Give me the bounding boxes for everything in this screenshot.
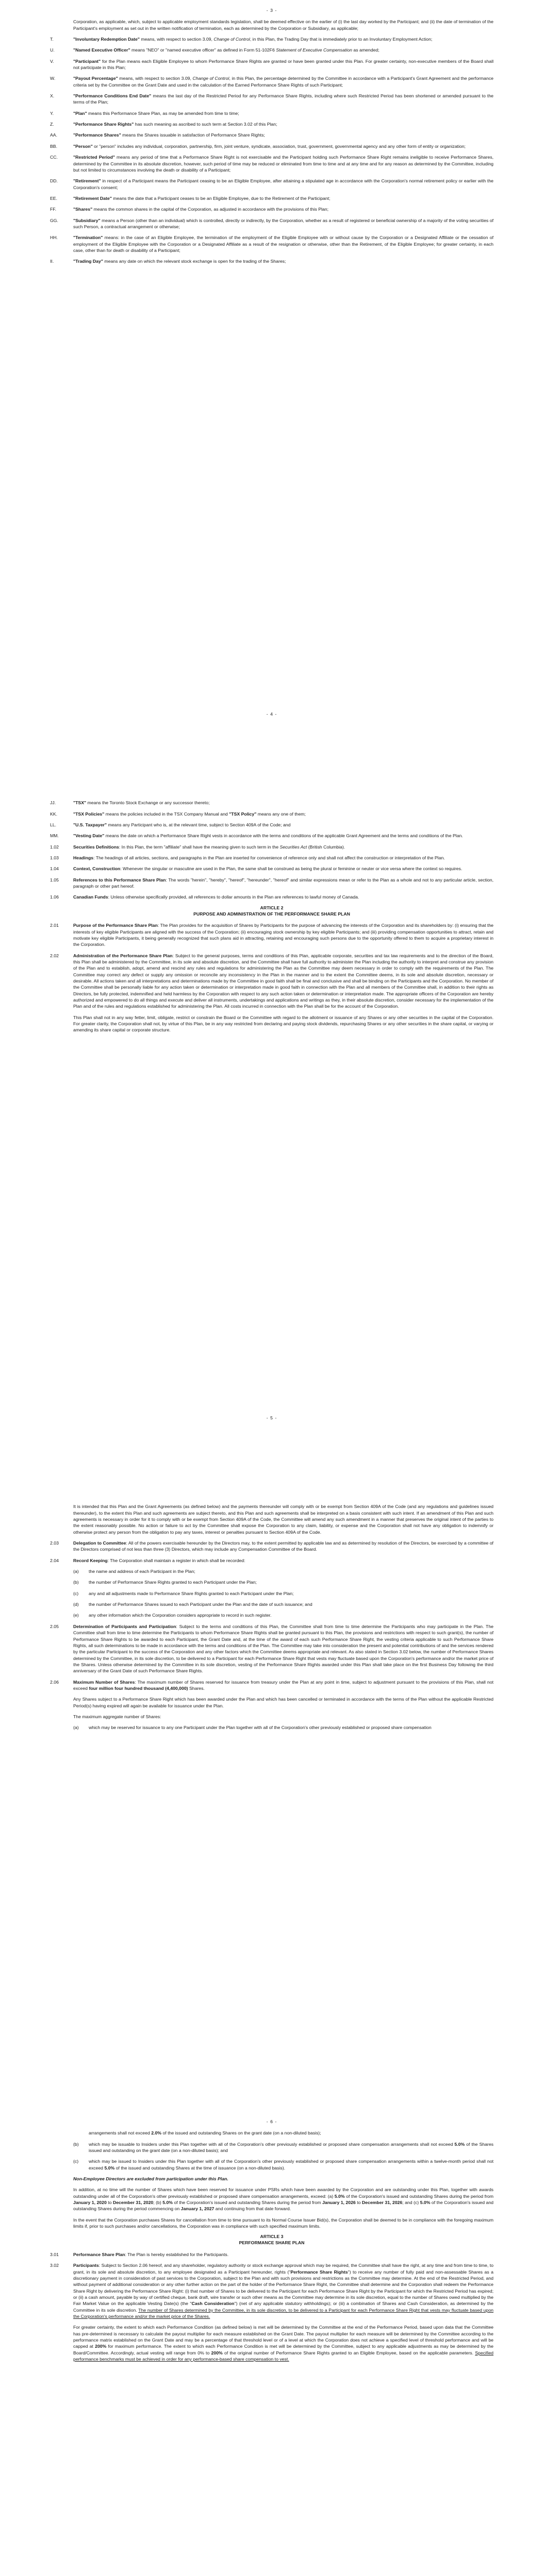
text-run: for maximum performance. The extent to which each Performance Condition is met will be determined by the Committee, subject to any applicable adjustments as may be determined by the Board/Committee. Accordingly, actual vesting will range from 0% to: [73, 2344, 493, 2355]
clause-label: W.: [50, 76, 56, 81]
defined-term: "Payout Percentage": [73, 76, 118, 81]
paragraph: [73, 2217, 493, 2230]
clause: [50, 822, 493, 828]
clause: [50, 143, 493, 149]
sub-item: [73, 2158, 493, 2171]
text-run: means: in the case of an Eligible Employee, the termination of the employment of the Eligible Employee with or without cause by the Corporation or a Designated Affiliate or the cessation of employment of the Eligible Employee with the Corporation or a Designated Affiliate as a result of the resignation or otherwise, other than the Retirement, of the Eligible Employee; for greater certainty, in each case, other than for death or disability of a Participant;: [73, 235, 493, 253]
text-run: : All of the powers exercisable hereunder by the Directors may, to the extent permitted by applicable law and as determined by resolution of the Directors, be exercised by a committee of the Directors comprised of not less than three (3) Directors, which may include any Compensation Committee of the Board.: [73, 1540, 493, 1552]
clause-text: [73, 866, 493, 872]
defined-term: "Vesting Date": [73, 833, 105, 839]
clause: [50, 217, 493, 230]
clause-text: [73, 877, 493, 890]
sub-item-text: [89, 2141, 493, 2154]
sub-item: [73, 2141, 493, 2154]
defined-term: Purpose of the Performance Share Plan: [73, 923, 158, 928]
clause-text: [73, 195, 493, 201]
clause: [50, 922, 493, 947]
clause: [50, 894, 493, 900]
text-run: or "person" includes any individual, corporation, partnership, firm, joint venture, syndicate, association, trust, government, governmental agency and any other form of entity or organization;: [92, 143, 466, 149]
text-run: means this Performance Share Plan, as may be amended from time to time;: [87, 110, 239, 116]
defined-term: Context, Construction: [73, 866, 121, 872]
document-page: [0, 2111, 544, 2576]
clause-label: CC.: [50, 155, 58, 160]
clause-label: 1.03: [50, 855, 59, 861]
clause: [50, 93, 493, 106]
sub-item-text: [89, 1601, 493, 1607]
clause: [50, 2262, 493, 2319]
clause-label: 3.01: [50, 2251, 59, 2257]
sub-item-text: [89, 1724, 493, 1731]
text-run: : Subject to Section 2.06 hereof, and any shareholder, regulatory authority or stock exchange approval which may be required, the Committee shall have the right, at any time and from time to time, to grant, in its sole and absolute discretion, to any employee designated as a Participant hereunder, rights (": [73, 2263, 493, 2275]
article-heading-line: ARTICLE 3: [260, 2234, 284, 2240]
clause-label: Y.: [50, 110, 54, 116]
text-run: which may be reserved for issuance to any one Participant under the Plan together with all of the Corporation's other previously established or proposed share compensation: [89, 1725, 432, 1731]
clause-label: AA.: [50, 132, 58, 138]
clause: [50, 234, 493, 253]
defined-term: Headings: [73, 855, 94, 861]
clause: [50, 110, 493, 116]
text-run: : Whenever the singular or masculine are used in the Plan, the same shall be construed as being the plural or feminine or neuter or vice versa where the context so requires.: [120, 866, 463, 872]
clause-label: II.: [50, 259, 54, 264]
document-page: [0, 1408, 544, 2108]
text-run: the number of Performance Share Rights granted to each Participant under the Plan;: [89, 1580, 257, 1585]
clause-text: [73, 2262, 493, 2319]
text-run: means the last day of the Restricted Period for any Performance Share Rights, including where such Restricted Period has been shortened or amended pursuant to the terms of the Plan;: [73, 93, 493, 105]
clause-text: [73, 822, 493, 828]
clause: [50, 75, 493, 88]
clause-label: 2.01: [50, 923, 59, 928]
text-run: means, with respect to section 3.09,: [118, 76, 193, 81]
clause-label: DD.: [50, 178, 58, 184]
clause-text: [73, 258, 493, 264]
paragraph: [73, 19, 493, 31]
sub-item-label: (d): [73, 1602, 79, 1607]
page-number: - 3 -: [266, 8, 277, 13]
clause: [50, 953, 493, 1010]
clause-text: [73, 922, 493, 947]
defined-term: 5.0%: [454, 2141, 465, 2147]
text-run: This Plan shall not in any way fetter, limit, obligate, restrict or constrain the Board or the Committee with regard to the allotment or issuance of any Shares or any other securities in the capital of the Corporation. For greater clarity, the Corporation shall not, by virtue of this Plan, be in any way restricted from declaring and paying stock dividends, repurchasing Shares or any other securities in the share capital, or varying or amending its share capital or corporate structure.: [73, 1014, 493, 1033]
text-run: , in this Plan, the Trading Day that is immediately prior to an Involuntary Employment Action;: [250, 37, 433, 42]
clause: [50, 866, 493, 872]
clause: [50, 1679, 493, 1692]
text-run: and continuing from that date forward.: [214, 2206, 291, 2212]
sub-item-label: (c): [73, 1590, 79, 1596]
page-spacer: [50, 1426, 493, 1503]
text-run: means the Toronto Stock Exchange or any successor thereto;: [86, 800, 210, 806]
article-heading-line: PERFORMANCE SHARE PLAN: [239, 2240, 305, 2246]
document-page: [0, 0, 544, 701]
text-run: : The maximum number of Shares reserved for issuance from treasury under the Plan at any point in time, subject to adjustment pursuant to the provisions of this Plan, shall not exceed: [73, 1679, 493, 1691]
clause-text: [73, 234, 493, 253]
clause-text: [73, 58, 493, 71]
text-run: ; and (c): [402, 2200, 420, 2206]
text-run: means the date that a Participant ceases to be an Eligible Employee, due to the Retirement of the Participant;: [111, 195, 331, 201]
clause: [50, 833, 493, 839]
sub-item: [73, 1568, 493, 1574]
paragraph: [73, 1503, 493, 1535]
text-run: For greater certainty, the extent to which each Performance Condition (as defined below) is met will be determined by the Committee at the end of the Performance Period, based upon data that the Committee has pre-determined is necessary to calculate the payout multiplier for each measure established on the Grant Date. The payout multiplier for each measure will be determined by the Committee according to the performance matrix established on the Grant Date and may be a percentage of that threshold level or of a level at which the Corporation does not achieve a specified level of threshold performance and will be capped at: [73, 2325, 493, 2349]
sub-item-text: [89, 2130, 493, 2136]
text-run: : Subject to the general purposes, terms and conditions of this Plan, applicable corporate, securities and tax law requirements and to the direction of the Board, this Plan shall be administered by the Committee, in its sole and absolute discretion, and the Committee shall have full authority to administer the Plan including the authority to interpret and construe any provision of the Plan and to establish, adopt, amend and rescind any rules and regulations for administering the Plan as the Committee may deem necessary in order to comply with the requirements of the Plan. The Committee may correct any defect or supply any omission or reconcile any inconsistency in the Plan in the manner and to the extent the Committee deems, in its sole and absolute discretion, necessary or desirable. All actions taken and all interpretations and determinations made by the Committee in good faith shall be final and conclusive and shall be binding on the Participants and the Corporation. No member of the Committee shall be personally liable for any action taken or determination or interpretation made in good faith in connection with the Plan and all members of the Committee shall, in addition to their rights as Directors, be fully protected, indemnified and held harmless by the Corporation with respect to any such action taken or determination or interpretation made. The appropriate officers of the Corporation are hereby authorized and empowered to do all things and execute and deliver all instruments, undertakings and applications and writings as they, in their absolute discretion, consider necessary for the implementation of the Plan and of the rules and regulations established for administering the Plan. All costs incurred in connection with the Plan shall be for the account of the Corporation.: [73, 953, 493, 1009]
defined-term: "U.S. Taxpayer": [73, 822, 107, 828]
defined-term: 200%: [95, 2344, 107, 2349]
clause-text: [73, 894, 493, 900]
text-run: any other information which the Corporation considers appropriate to record in such register.: [89, 1613, 272, 1618]
clause-label: 3.02: [50, 2263, 59, 2268]
paragraph: [73, 1014, 493, 1033]
defined-term: 5.0%: [104, 2165, 115, 2171]
sub-item: [73, 2130, 493, 2136]
clause-label: U.: [50, 47, 55, 53]
sub-item-text: [89, 2158, 493, 2171]
clause-label: X.: [50, 93, 55, 99]
clause-label: BB.: [50, 143, 58, 149]
defined-term: "Plan": [73, 110, 87, 116]
text-run: has such meaning as ascribed to such term at Section 3.02 of this Plan;: [134, 122, 277, 127]
text-run: : The Plan provides for the acquisition of Shares by Participants for the purpose of advancing the interests of the Corporation and its shareholders by: (i) ensuring that the interests of key eligible Participants are aligned with the success of the Corporation; (ii) encouraging stock ownership by key eligible Participants; and (iii) providing compensation opportunities to attract, retain and motivate key eligible Participants, it being generally recognized that such plans aid in attracting, retaining and encouraging such persons due to the opportunity offered to them to acquire a proprietary interest in the Corporation.: [73, 923, 494, 947]
sub-item: [73, 1579, 493, 1585]
defined-term: "TSX Policy": [229, 811, 257, 817]
clause: [50, 58, 493, 71]
text-run: of the Corporation's issued and outstanding Shares during the period from: [344, 2193, 493, 2199]
text-run: ; (b): [153, 2200, 163, 2206]
defined-term: "Involuntary Redemption Date": [73, 37, 140, 42]
defined-term: Cash Consideration: [191, 2301, 235, 2307]
cited-title: Change of Control: [192, 76, 229, 81]
clause-text: [73, 110, 493, 116]
text-run: of the issued and outstanding Shares on the grant date (on a non-diluted basis);: [161, 2130, 321, 2136]
page-number: - 5 -: [266, 1415, 277, 1420]
clause: [50, 1557, 493, 1564]
clause: [50, 844, 493, 850]
defined-term: 200%: [211, 2350, 223, 2355]
text-run: of the original number of Performance Share Rights granted to an Eligible Employee, based on the applicable parameters.: [222, 2350, 475, 2355]
clause-text: [73, 217, 493, 230]
clause-label: 1.04: [50, 866, 59, 872]
defined-term: 5.0%: [162, 2200, 173, 2206]
text-run: of the issued and outstanding Shares at the time of issuance (on a non-diluted basis).: [114, 2165, 286, 2171]
text-run: ") (net of any applicable statutory withholdings); or (iii) a combination of Shares and Cash Consideration, as determined by the Committee in its sole discretion.: [73, 2301, 494, 2313]
text-run: to: [355, 2200, 362, 2206]
clause: [50, 2251, 493, 2258]
sub-item-label: (c): [73, 2159, 79, 2164]
text-run: of the Shares issued and outstanding on the grant date (on a non-diluted basis); and: [89, 2141, 493, 2154]
clause-text: [73, 844, 493, 850]
defined-term: "TSX Policies": [73, 811, 105, 817]
clause-text: [73, 1623, 493, 1674]
clause-text: [73, 1557, 493, 1564]
sub-item-text: [89, 1612, 493, 1618]
cited-title: Statement of Executive Compensation: [276, 47, 352, 53]
text-run: means any Participant who is, at the relevant time, subject to Section 409A of the Code; and: [107, 822, 291, 828]
defined-term: Securities Definitions: [73, 844, 119, 850]
defined-term: December 31, 2020: [112, 2200, 154, 2206]
text-run: the number of Performance Shares issued to each Participant under the Plan and the date of such issuance; and: [89, 1602, 312, 1607]
sub-item-text: [89, 1590, 493, 1597]
clause: [50, 855, 493, 861]
text-run: : The Corporation shall maintain a register in which shall be recorded:: [107, 1557, 245, 1563]
clause: [50, 258, 493, 264]
defined-term: Performance Share Rights: [290, 2269, 348, 2275]
clause-label: MM.: [50, 833, 59, 839]
defined-term: "Performance Shares": [73, 132, 121, 138]
clause: [50, 121, 493, 127]
sub-item-text: [89, 1579, 493, 1585]
clause-label: 1.06: [50, 894, 59, 900]
text-run: : The headings of all articles, sections, and paragraphs in the Plan are inserted for convenience of reference only and shall not affect the construction or interpretation of the Plan.: [93, 855, 445, 861]
clause-text: [73, 1679, 493, 1692]
sub-item: [73, 1590, 493, 1597]
text-run: the name and address of each Participant in the Plan;: [89, 1569, 195, 1574]
clause-label: 2.05: [50, 1623, 59, 1629]
defined-term: "Subsidiary": [73, 217, 101, 223]
article-heading: [50, 905, 493, 917]
clause-text: [73, 75, 493, 88]
page-spacer: [50, 722, 493, 800]
paragraph: [73, 2324, 493, 2362]
clause-text: [73, 811, 493, 817]
defined-term: References to this Performance Share Plan: [73, 877, 166, 883]
page-number: - 6 -: [266, 2119, 277, 2124]
clause-text: [73, 154, 493, 173]
defined-term: Performance Share Plan: [73, 2251, 125, 2257]
clause-label: JJ.: [50, 800, 56, 806]
sub-item-label: (b): [73, 2141, 79, 2147]
cited-title: Change of Control: [213, 37, 250, 42]
clause-label: T.: [50, 37, 54, 42]
clause: [50, 800, 493, 806]
clause-text: [73, 121, 493, 127]
clause-label: GG.: [50, 217, 58, 223]
text-run: means, with respect to section 3.09,: [139, 37, 214, 42]
sub-item: [73, 1724, 493, 1731]
text-run: Shares.: [188, 1685, 205, 1691]
paragraph: [73, 2176, 493, 2182]
clause: [50, 1623, 493, 1674]
clause: [50, 47, 493, 53]
clause-text: [73, 206, 493, 212]
underlined-text: The number of Shares determined by the Committee, in its sole discretion, to be delivered to a Participant for each Performance Share Right that vests may fluctuate based upon the Corporation's performance and/or the market price of the Shares.: [73, 2307, 493, 2319]
paragraph: [73, 1714, 493, 1720]
clause-text: [73, 36, 493, 42]
clause: [50, 206, 493, 212]
clause: [50, 811, 493, 817]
defined-term: "Performance Share Rights": [73, 122, 134, 127]
text-run: : The Plan is hereby established for the Participants.: [125, 2251, 229, 2257]
paragraph: [73, 1696, 493, 1709]
article-heading-line: ARTICLE 2: [260, 905, 284, 910]
text-run: of the Corporation's issued and outstanding Shares during the period from: [173, 2200, 322, 2206]
defined-term: 5.0%: [334, 2193, 345, 2199]
sub-item-label: (b): [73, 1580, 79, 1585]
clause: [50, 36, 493, 42]
defined-term: "Person": [73, 143, 93, 149]
text-run: in respect of a Participant means the Participant ceasing to be an Eligible Employee, after attaining a stipulated age in accordance with the Corporation's normal retirement policy or earlier with the Corporation's consent;: [73, 178, 493, 190]
clause-label: 2.06: [50, 1679, 59, 1685]
text-run: means the policies included in the TSX Company Manual and: [104, 811, 229, 817]
text-run: means any period of time that a Performance Share Right is not exercisable and the Participant holding such Performance Share Right remains ineligible to receive Performance Shares, determined by the Committee in its absolute discretion, however, such period of time may be reduced or eliminated from time to time and at any time and for any reason as determined by the Committee, including but not limited to circumstances involving the death or disability of a Participant;: [73, 155, 493, 173]
text-run: means the Shares issuable in satisfaction of Performance Share Rights;: [121, 132, 265, 138]
text-run: to: [106, 2200, 113, 2206]
clause-label: LL.: [50, 822, 57, 828]
clause-text: [73, 132, 493, 138]
defined-term: Delegation to Committee: [73, 1540, 126, 1546]
defined-term: 5.0%: [420, 2200, 431, 2206]
clause-label: KK.: [50, 811, 58, 817]
clause-label: 2.03: [50, 1540, 59, 1546]
article-heading-line: PURPOSE AND ADMINISTRATION OF THE PERFORMANCE SHARE PLAN: [193, 911, 350, 917]
sub-item-label: (e): [73, 1613, 79, 1618]
clause-label: 2.04: [50, 1557, 59, 1563]
text-run: Corporation, as applicable, which, subject to applicable employment standards legislation, shall be deemed effective on the earlier of (i) the last day worked by the Participant; and (ii) the date of termination of the Participant's employment as set out in the written notification of termination, each as determined by the Corporation or Subsidiary, as applicable;: [73, 19, 493, 31]
defined-term: "Termination": [73, 235, 103, 241]
defined-term: January 1, 2026: [322, 2200, 356, 2206]
defined-term: "Restricted Period": [73, 155, 115, 160]
clause-text: [73, 143, 493, 149]
sub-item: [73, 1612, 493, 1618]
text-run: which may be issued to Insiders under this Plan together with all of the Corporation's other previously established or proposed share compensation arrangements within a twelve-month period shall not exceed: [89, 2159, 493, 2171]
clause-label: 1.05: [50, 877, 59, 883]
page-number: - 4 -: [266, 711, 277, 717]
text-run: for the Plan means each Eligible Employee to whom Performance Share Rights are granted or have been granted under this Plan. For greater certainty, non-executive members of the Board shall not participate in this Plan;: [73, 58, 493, 71]
text-run: of the Corporation's issued and outstanding Shares during the period commencing on: [73, 2200, 494, 2212]
defined-term: Participants: [73, 2263, 99, 2268]
clause-label: 1.02: [50, 844, 59, 850]
defined-term: January 1, 2020: [73, 2200, 107, 2206]
paragraph: [73, 2187, 493, 2212]
sub-item: [73, 1601, 493, 1607]
clause-text: [73, 953, 493, 1010]
defined-term: Record Keeping: [73, 1557, 108, 1563]
clause: [50, 154, 493, 173]
clause: [50, 877, 493, 890]
text-run: : In this Plan, the term "affiliate" shall have the meaning given to such term in the: [119, 844, 280, 850]
clause-label: HH.: [50, 235, 58, 241]
emphasis-note: Non-Employee Directors are excluded from participation under this Plan.: [73, 2176, 228, 2182]
clause: [50, 132, 493, 138]
sub-item-text: [89, 1568, 493, 1574]
defined-term: Canadian Funds: [73, 894, 108, 900]
text-run: means any date on which the relevant stock exchange is open for the trading of the Shares;: [103, 259, 286, 264]
clause-text: [73, 178, 493, 191]
clause: [50, 195, 493, 201]
defined-term: "Shares": [73, 207, 93, 212]
text-run: : Subject to the terms and conditions of this Plan, the Committee shall from time to time determine the Participants who may participate in the Plan. The Committee shall from time to time determine the Participants to whom Performance Share Rights shall be granted pursuant to this Plan, the provisions and restrictions with respect to such grant(s), the number of Performance Share Rights to be awarded to each Participant, the Grant Date and, at the time of the award of each such Performance Share Right, the vesting criteria applicable to such Performance Share Rights, all such determinations to be made in accordance with the terms and conditions of the Plan. The Committee may take into consideration the present and potential contributions of and the services rendered by the particular Participant to the success of the Corporation and any other factors which the Committee deems appropriate and relevant. As also stated in Section 3.02 below, the number of Performance Shares determined by the Committee, in its sole discretion, to be delivered to a Participant for each Performance Share Right that vests may fluctuate based upon the Corporation's performance and/or the market price of the Shares. Unless otherwise determined by the Committee in its sole discretion, vesting of the Performance Share Rights awarded under this Plan shall take place on the first Business Day following the third anniversary of the Grant Date of such Performance Share Rights.: [73, 1623, 493, 1674]
text-run: In the event that the Corporation purchases Shares for cancellation from time to time pursuant to its Normal Course Issuer Bid(s), the Corporation shall be deemed to be in compliance with the foregoing maximum limits if, prior to such purchases and/or cancellations, the Corporation was in compliance with such specified maximum limits.: [73, 2217, 493, 2229]
clause-text: [73, 93, 493, 106]
sub-item-label: (a): [73, 1569, 79, 1574]
defined-term: "Retirement Date": [73, 195, 112, 201]
clause-label: Z.: [50, 122, 54, 127]
text-run: (British Columbia).: [307, 844, 345, 850]
text-run: In addition, at no time will the number of Shares which have been reserved for issuance under PSRs which have been awarded by the Corporation and are outstanding under this Plan, together with awards outstanding under all of the Corporation's other previously established or proposed share compensation arrangements, exceed: (a): [73, 2187, 493, 2199]
clause-text: [73, 855, 493, 861]
text-run: means a Person (other than an individual) which is controlled, directly or indirectly, by the Corporation, whether as a result of registered or beneficial ownership of a majority of the voting securities of such Person, a contractual arrangement or otherwise;: [73, 217, 493, 229]
defined-term: four million four hundred thousand (4,400,000): [89, 1685, 188, 1691]
text-run: , in this Plan, the percentage determined by the Committee in accordance with a Participant's Grant Agreement and the performance criteria set by the Committee on the Grant Date and used in the calculation of the Earned Performance Share Rights of such Participant;: [73, 76, 493, 88]
clause-label: EE.: [50, 195, 58, 201]
text-run: The maximum aggregate number of Shares:: [73, 1714, 161, 1719]
text-run: as amended;: [352, 47, 380, 53]
clause-text: [73, 800, 493, 806]
defined-term: January 1, 2027: [180, 2206, 215, 2212]
defined-term: "Performance Conditions End Date": [73, 93, 152, 99]
underlined-text: Specified performance benchmarks must be achieved in order for any performance-based share compensation to vest.: [73, 2350, 493, 2362]
text-run: : The words "herein", "hereby", "hereof", "hereunder", "hereof" and similar expressions mean or refer to the Plan as a whole and not to any particular article, section, paragraph or other part hereof.: [73, 877, 493, 889]
sub-item-label: (a): [73, 1725, 79, 1731]
clause-label: 2.02: [50, 953, 59, 958]
defined-term: December 31, 2026: [361, 2200, 403, 2206]
defined-term: Determination of Participants and Participation: [73, 1623, 176, 1629]
defined-term: "Trading Day": [73, 259, 103, 264]
text-run: means "NEO" or "named executive officer" as defined in Form 51-102F6: [130, 47, 276, 53]
defined-term: 2.0%: [151, 2130, 162, 2136]
text-run: arrangements shall not exceed: [89, 2130, 152, 2136]
clause-text: [73, 47, 493, 53]
text-run: any and all adjustments made to Performance Share Rights granted to each Participant under the Plan;: [89, 1590, 294, 1596]
defined-term: "TSX": [73, 800, 87, 806]
article-heading: [50, 2234, 493, 2246]
text-run: Any Shares subject to a Performance Share Right which has been awarded under the Plan and which has been cancelled or terminated in accordance with the terms of the Plan without the applicable Restricted Period(s) having expired will again be available for issuance under the Plan.: [73, 1697, 493, 1708]
defined-term: "Named Executive Officer": [73, 47, 130, 53]
clause-text: [73, 833, 493, 839]
defined-term: "Retirement": [73, 178, 101, 184]
cited-title: Securities Act: [279, 844, 307, 850]
clause-label: V.: [50, 58, 54, 64]
text-run: : Unless otherwise specifically provided, all references to dollar amounts in the Plan are references to lawful money of Canada.: [108, 894, 359, 900]
clause-text: [73, 1540, 493, 1553]
defined-term: "Participant": [73, 58, 101, 64]
text-run: It is intended that this Plan and the Grant Agreements (as defined below) and the payments thereunder will comply with or be exempt from Section 409A of the Code (and any regulations and guidelines issued thereunder), to the extent this Plan and such agreements are subject thereto, and this Plan and such agreements shall be interpreted on a basis consistent with such intent. If an amendment of this Plan and such agreements is necessary in order for it to comply with or be exempt from Section 409A of the Code, the Committee will amend any such amendment in a manner that preserves the original intent of the parties to the extent reasonably possible. No action or failure to act by the Committee shall expose the Corporation to any claim, liability, or expense and the Corporation shall not have any obligation to indemnify or otherwise protect any person from the obligation to pay any taxes, interest or penalties pursuant to Section 409A of the Code.: [73, 1504, 493, 1535]
text-run: means any one of them;: [256, 811, 306, 817]
clause-text: [73, 2251, 493, 2258]
document-page: [0, 704, 544, 1404]
defined-term: Maximum Number of Shares: [73, 1679, 135, 1685]
text-run: means the common shares in the capital of the Corporation, as adjusted in accordance with the provisions of this Plan;: [92, 207, 329, 212]
clause-label: FF.: [50, 207, 57, 212]
text-run: means the date on which a Performance Share Right vests in accordance with the terms and conditions of the applicable Grant Agreement and the terms and conditions of the Plan.: [104, 833, 463, 839]
defined-term: Administration of the Performance Share Plan: [73, 953, 173, 958]
clause: [50, 1540, 493, 1553]
text-run: ") to receive any number of fully paid and non-assessable Shares as a discretionary payment in consideration of past services to the Corporation, subject to the Plan and with such provisions and restrictions as the Committee may determine. At the end of the Restricted Period, and without payment of additional consideration or any other further action on the part of the holder of the Performance Share Right, the Committee shall determine and the Corporation shall redeem the Performance Share Right by delivering the Performance Share Right: (i) that number of Shares to be delivered to the Participant for each Performance Share Right by the Participant for which the Restricted Period has expired; or (ii) a cash amount, payable by way of certified cheque, bank draft, wire transfer or such other means as the Committee may determine in its sole discretion, equal to the number of Shares owed multiplied by the Fair Market Value on the applicable Vesting Date(s) (the ": [73, 2269, 493, 2307]
text-run: which may be issuable to Insiders under this Plan together with all of the Corporation's other previously established or proposed share compensation arrangements shall not exceed: [89, 2141, 455, 2147]
clause: [50, 178, 493, 191]
sub-item-label: [73, 2130, 89, 2136]
